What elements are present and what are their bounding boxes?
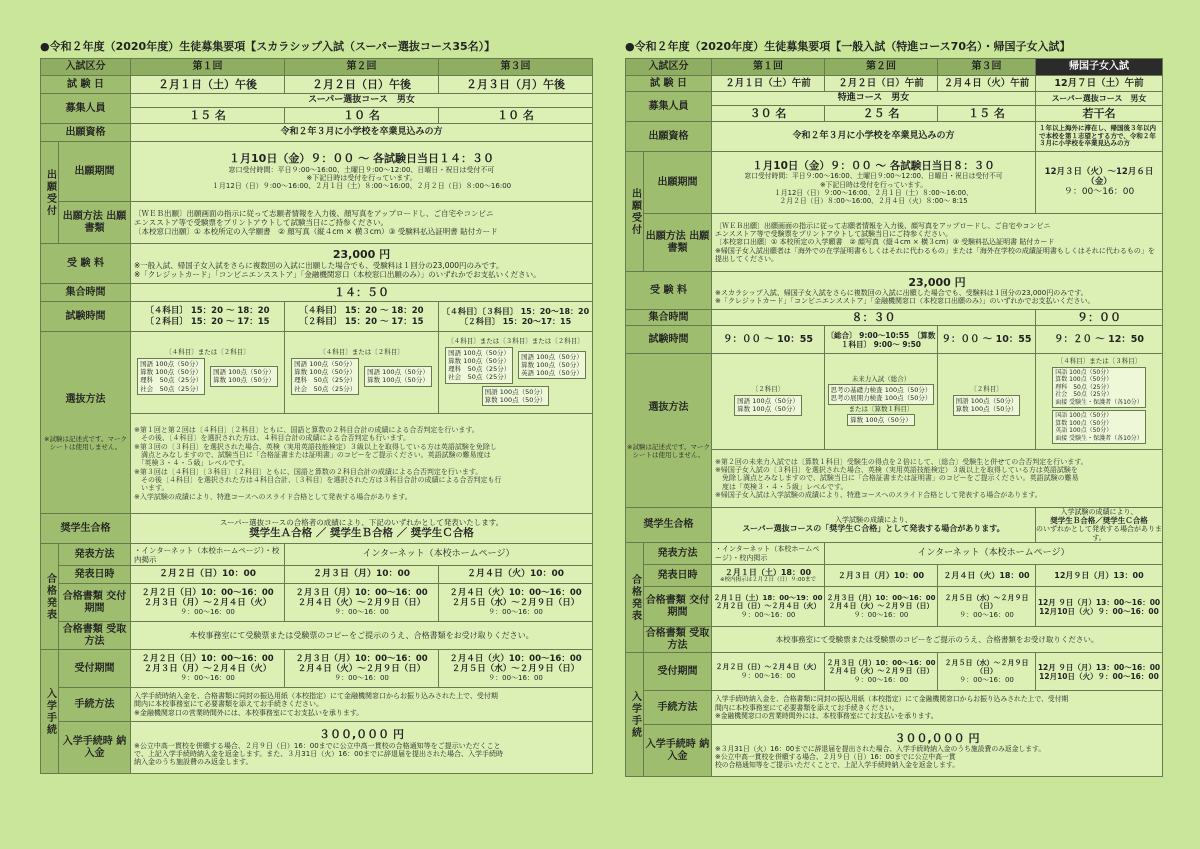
qual-label: 出願資格 xyxy=(626,122,712,152)
subject: 国語 100点（50分） xyxy=(448,349,510,358)
period-label: 出願期間 xyxy=(59,142,131,202)
scholar-kikoku: 入学試験の成績により、 xyxy=(1060,508,1138,516)
recruit-course: スーパー選抜コース 男女 xyxy=(131,94,593,108)
recruit-num: ２５ 名 xyxy=(825,106,938,122)
proc-label: 手続方法 xyxy=(59,688,131,722)
select-note-line: 免除し満点とみなしますので、試験当日に「合格証書または証明書」のコピーをご提示ください。英語試験の難易 xyxy=(715,474,1079,483)
select-head: 〔４科目〕または〔２科目〕 xyxy=(319,348,404,357)
recruit-num: １５ 名 xyxy=(131,108,285,124)
exam-time: 〔２科目〕 15：20 ～ 17：15 xyxy=(145,316,270,327)
doc-period: ９：00～16：00 xyxy=(488,608,543,617)
left-title: ●令和２年度（2020年度）生徒募集要項【スカラシップ入試（スーパー選抜コース35名）】 xyxy=(40,40,496,53)
doc-method-label: 合格書類 受取方法 xyxy=(59,622,131,650)
period-note: ２月２日（日）８:00～16:00、２月４日（火）８:00～ 8:15 xyxy=(779,196,968,205)
accept-period: ９：00～16：00 xyxy=(959,675,1014,684)
exam-day: ２月１日（土）午後 xyxy=(131,76,285,94)
time-label: 試験時間 xyxy=(626,326,712,354)
select-note-line: ※第１回と第２回は〔４科目〕〔２科目〕ともに、国語と算数の２科目合計の成績による合否判定を行います。 xyxy=(134,425,479,434)
exam-day: ２月２日（日）午前 xyxy=(825,76,938,92)
accept-label: 受付期間 xyxy=(644,653,712,691)
select-note-line: ※帰国子女入試は入学試験の成績により、特進コースへのスライド合格として発表する場合があります。 xyxy=(715,491,1042,500)
pay-label: 入学手続時 納入金 xyxy=(59,722,131,774)
qual-text: 令和２年３月に小学校を卒業見込みの方 xyxy=(712,122,1036,152)
subject: 思考の展開力検査 100点（50分） xyxy=(830,394,932,403)
doc-period: ２月５日（水）～２月９日（日） xyxy=(451,598,580,609)
subject: 算数 100点（50分） xyxy=(1055,376,1113,384)
select-head: または〔算数１科目〕 xyxy=(848,404,914,413)
doc-method-label: 合格書類 受取方法 xyxy=(644,627,712,653)
pay-note: ※公立中高一貫校を併願する場合、２月９日（日）16：00までに公立中高一貫 xyxy=(715,753,956,762)
select-label: 選抜方法 xyxy=(648,401,689,413)
announce-date: ２月４日（火）10：00 xyxy=(439,566,593,584)
period-label: 出願期間 xyxy=(644,152,712,214)
exam-time: 〔総合〕 9:00～10:55 〔算数１科目〕 9:00～ 9:50 xyxy=(825,326,938,354)
exam-time: 〔４科目〕 15：20 ～ 18：20 xyxy=(145,306,270,317)
subject: 社会 50点（25分） xyxy=(140,384,203,393)
method-note: エンスストア等で受験票をプリントアウトして試験当日にご持参ください。 xyxy=(134,218,389,227)
scholar-kikoku: のいずれかとして発表する場合があります。 xyxy=(1036,525,1162,542)
select-head: 〔２科目〕 xyxy=(970,385,1003,394)
header-cell: 第１回 xyxy=(712,59,825,76)
pay-note: で、上記入学手続時納入金を返金します。また、３月31日（火）16：00までに辞退届を提出された場合、入学手続時 xyxy=(134,749,504,758)
subject-box-2 xyxy=(210,366,278,386)
subject-box-math1 xyxy=(847,414,915,426)
subject: 理科 50点（25分） xyxy=(448,365,511,374)
method-label: 出願方法 出願書類 xyxy=(644,214,712,272)
recruit-label: 募集人員 xyxy=(626,92,712,122)
method-note: 〔ＷＥＢ出願〕出願画面の指示に従って志願者情報を入力後、顔写真をアップロードし、ご自宅やコンビニ xyxy=(134,209,494,218)
subject: 理科 50点（25分） xyxy=(294,376,357,385)
method-note: エンスストア等で受験票をプリントアウトして試験当日にご持参ください。 xyxy=(715,229,953,238)
doc-period: ２月３日（月）10：00～16：00 xyxy=(295,588,428,599)
period-note: ※下記日時は受付を行っています。 xyxy=(306,173,417,182)
doc-period: 12月10日（火）９：00～16：00 xyxy=(1039,606,1159,616)
proc-label: 手続方法 xyxy=(644,691,712,725)
subject: 国語 100点（50分） xyxy=(367,368,429,377)
accept-period: ２月２日（日）10：00～16：00 xyxy=(141,654,274,665)
exam-time: ９：００ ～ 10：55 xyxy=(712,326,825,354)
subject-box-2 xyxy=(364,366,432,386)
subject: 国語 100点（50分） xyxy=(1055,368,1113,376)
doc-period: 12月 ９日（月）13：00～16：00 xyxy=(1037,597,1161,607)
doc-period-label: 合格書類 交付期間 xyxy=(59,584,131,622)
apply-group-label: 出願受付 xyxy=(626,152,644,272)
fee-note: ※「クレジットカード」「コンビニエンスストア」「金融機関窓口（本校窓口出願のみ）」のいずれかでお支払いください。 xyxy=(715,297,1095,306)
doc-period-label: 合格書類 交付期間 xyxy=(644,587,712,627)
exam-time: 〔４科目〕〔３科目〕 15：20～18：20 xyxy=(441,306,590,316)
announce-date-label: 発表日時 xyxy=(59,566,131,584)
subject-box-3 xyxy=(518,351,586,379)
subject: 英語 100点（50分） xyxy=(521,369,583,378)
doc-period: ９：00～16：00 xyxy=(959,610,1014,619)
select-note-line: 度は「英検３・４・５級」レベルです。 xyxy=(715,482,848,491)
recruit-course: 特進コース 男女 xyxy=(712,92,1036,106)
exam-day: 12月７日（土）午前 xyxy=(1036,76,1163,92)
doc-period: ２月４日（火）10：00～16：00 xyxy=(449,588,582,599)
announce-date-label: 発表日時 xyxy=(644,565,712,587)
doc-period: ９：00～16：00 xyxy=(334,608,389,617)
pay-amount: ３００,０００ 円 xyxy=(318,728,404,742)
proc-note: 入学手続時納入金を、合格書類に同封の振込用紙（本校指定）にて金融機関窓口からお振り込みされた上で、受付期 xyxy=(715,695,1069,704)
accept-period: ９：00～16：00 xyxy=(853,675,909,684)
doc-period: ９：00～16：00 xyxy=(180,608,235,617)
select-note: ※試験は記述式です。マークシートは使用しません。 xyxy=(627,442,710,459)
gather-kikoku: ９：００ xyxy=(1036,310,1163,326)
select-note-line: います。 xyxy=(134,484,169,493)
qual-label: 出願資格 xyxy=(41,124,131,142)
subject-box-3 xyxy=(1052,410,1146,444)
subject: 国語 100点（50分） xyxy=(484,387,547,396)
recruit-num: １０ 名 xyxy=(439,108,593,124)
fee-amount: 23,000 円 xyxy=(332,247,391,261)
select-head: 〔４科目〕または〔２科目〕 xyxy=(165,348,250,357)
select-note-line: 満点とみなしますので、試験当日に「合格証書または証明書」のコピーをご提示ください。英語試験の難易度は xyxy=(134,450,491,459)
select-label: 選抜方法 xyxy=(65,393,106,405)
method-note: 〔本校窓口出願〕① 本校所定の入学願書 ② 顔写真（縦４cm × 横３cm）③ 受験料払込証明書 貼付カード xyxy=(134,227,498,236)
period-note: １月12日（日）９:00～16:00、２月１日（土）８:00～16:00、 xyxy=(774,188,973,197)
announce-method: ・インターネット（本校ホームページ）・校内掲示 xyxy=(712,543,825,565)
header-cell: 第１回 xyxy=(131,59,285,76)
announce-date: ２月３日（月）10：00 xyxy=(285,566,439,584)
select-head: 未来力入試（総合） xyxy=(851,374,911,383)
exam-day: ２月３日（月）午後 xyxy=(439,76,593,94)
subject-box-2 xyxy=(953,395,1021,415)
proc-note: ※金融機関窓口の営業時間外には、本校事務室にてお支払いを承ります。 xyxy=(134,708,364,717)
subject: 理科 50点（25分） xyxy=(1055,383,1113,391)
pay-label: 入学手続時 納入金 xyxy=(644,725,712,777)
pass-group-label: 合格発表 xyxy=(41,544,59,650)
pay-amount: ３００,０００ 円 xyxy=(894,731,980,745)
doc-method: 本校事務室にて受験票または受験票のコピーをご提示のうえ、合格書類をお受け取りください。 xyxy=(131,622,593,650)
doc-method: 本校事務室にて受験票または受験票のコピーをご提示のうえ、合格書類をお受け取りください。 xyxy=(712,627,1163,653)
qual-text: 令和２年３月に小学校を卒業見込みの方 xyxy=(131,124,593,142)
accept-label: 受付期間 xyxy=(59,650,131,688)
select-note-line: ※第２回の未来力入試では〔算数１科目〕受験生の得点を２倍にして、〔総合〕受験生と併せての合否判定を行います。 xyxy=(715,457,1088,466)
subject: 思考の基礎力検査 100点（50分） xyxy=(830,386,932,395)
method-note: ※帰国子女入試出願者は「海外での在学証明書もしくはそれに代わるもの」または「海外在学校の成績証明書もしくはそれに代わるもの」を提出してください。 xyxy=(715,246,1155,264)
pay-note: ※３月31日（火）16：00までに辞退届を提出された場合、入学手続時納入金のうち施設費のみ返金します。 xyxy=(715,745,1046,754)
time-label: 試験時間 xyxy=(41,302,131,332)
doc-period: ２月３日（月）10：00～16：00 xyxy=(826,594,936,603)
scholar-note: スーパー選抜コースの合格者の成績により、下記のいずれかとして発表いたします。 xyxy=(219,517,504,527)
right-title: ●令和２年度（2020年度）生徒募集要項【一般入試（特進コース70名）・帰国子女入試】 xyxy=(625,40,1071,53)
subject: 国語 100点（50分） xyxy=(1055,412,1113,420)
subject: 国語 100点（50分） xyxy=(521,353,583,362)
announce-note: ※校内掲示は２月２日（日）９:00まで xyxy=(720,577,816,584)
subject: 算数 100点（50分） xyxy=(213,376,275,385)
exam-day: ２月２日（日）午後 xyxy=(285,76,439,94)
accept-period: ２月４日（火）～２月９日（日） xyxy=(297,664,426,675)
fee-amount: 23,000 円 xyxy=(908,275,966,289)
announce-date: ２月１日（土）18：00 xyxy=(724,567,812,577)
select-note-line: ※帰国子女入試の〔３科目〕を選択された場合、英検（実用英語技能検定）３級以上を取得している方は英語試験を xyxy=(715,465,1078,474)
period-note: ※下記日時は受付を行っています。 xyxy=(819,180,928,189)
gather-time: ８：３０ xyxy=(712,310,1036,326)
pay-note: 納入金のうち施設費のみ返金します。 xyxy=(134,758,253,767)
period-kikoku-time: ９：00～16：00 xyxy=(1063,187,1135,198)
method-note: 〔ＷＥＢ出願〕出願画面の指示に従って志願者情報を入力後、顔写真をアップロードし、ご自宅やコンビニ xyxy=(715,221,1051,230)
header-cell: 入試区分 xyxy=(41,59,131,76)
accept-period: ２月５日（水）～２月９日（日） xyxy=(944,659,1029,676)
select-head: 〔４科目〕または〔３科目〕 xyxy=(1056,356,1142,365)
select-head: 〔２科目〕 xyxy=(751,385,785,394)
accept-period: ２月４日（火）10：00～16：00 xyxy=(449,654,582,665)
recruit-kikoku: 若干名 xyxy=(1036,106,1163,122)
accept-period: ２月３日（月）10：00～16：00 xyxy=(295,654,428,665)
fee-note: ※一般入試、帰国子女入試をさらに複数回の入試に出願した場合でも、受験料は１回分の23,000円のみです。 xyxy=(134,261,504,271)
header-cell: 入試区分 xyxy=(626,59,712,76)
subject: 社会 50点（25分） xyxy=(448,373,511,382)
recruit-label: 募集人員 xyxy=(41,94,131,124)
subject-box-sogo xyxy=(828,384,935,404)
pass-group-label: 合格発表 xyxy=(626,543,644,653)
subject: 国語 100点（50分） xyxy=(140,360,202,369)
subject-box-4 xyxy=(1052,367,1146,409)
subject: 算数 100点（50分） xyxy=(1055,419,1113,427)
doc-period: ９：00～16：00 xyxy=(740,610,796,619)
fee-note: ※「クレジットカード」「コンビニエンスストア」「金融機関窓口（本校窓口出願のみ）」のいずれかでお支払いください。 xyxy=(134,270,541,280)
period-main: １月10日（金）９：００ ～ 各試験日当日１４：３０ xyxy=(229,152,494,166)
subject: 面接 受験生・保護者（各10分） xyxy=(1055,398,1143,406)
period-kikoku: 12月３日（火）～12月６日（金） xyxy=(1044,166,1154,188)
announce-method: ・インターネット（本校ホームページ）・校内掲示 xyxy=(131,544,285,566)
doc-period: ９：00～16：00 xyxy=(853,610,909,619)
scholar-types: 奨学生Ａ合格 ／ 奨学生Ｂ合格 ／ 奨学生Ｃ合格 xyxy=(249,526,474,539)
subject: 算数 100点（50分） xyxy=(850,416,912,425)
exam-time: ９：００ ～ 10：55 xyxy=(938,326,1036,354)
subject: 算数 100点（50分） xyxy=(367,376,429,385)
accept-period: ２月３日（月）～２月４日（火） xyxy=(143,664,272,675)
exam-time: ９：２０ ～ 12：50 xyxy=(1036,326,1163,354)
proc-note: ※金融機関窓口の営業時間外には、本校事務室にてお支払いを承ります。 xyxy=(715,711,938,720)
scholar-label: 奨学生合格 xyxy=(41,514,131,544)
subject: 英語 100点（50分） xyxy=(1055,427,1113,435)
announce-method-label: 発表方法 xyxy=(59,544,131,566)
doc-period: ２月４日（火）～２月９日（日） xyxy=(828,602,934,611)
announce-date: ２月４日（火）18：00 xyxy=(938,565,1036,587)
doc-period: ２月５日（水）～２月９日（日） xyxy=(944,594,1029,611)
select-note-line: ※第３回の〔３科目〕を選択された場合、英検（実用英語技能検定）３級以上を取得している方は英語試験を免除し xyxy=(134,442,497,451)
announce-date: ２月３日（月）10：00 xyxy=(825,565,938,587)
accept-period: ９：00～16：00 xyxy=(180,674,235,683)
select-note-line: 「英検３・４・５級」レベルです。 xyxy=(134,459,249,468)
proc-note: 入学手続時納入金を、合格書類に同封の振込用紙（本校指定）にて金融機関窓口からお振り込みされた上で、受付期 xyxy=(134,691,498,700)
accept-period: ２月５日（水）～２月９日（日） xyxy=(451,664,580,675)
period-note: 窓口受付時間：平日９:00～16:00、土曜日９:00～12:00、日曜日・祝日は受付不可 xyxy=(228,165,495,174)
doc-period: ２月２日（日）10：00～16：00 xyxy=(141,588,274,599)
period-note: １月12日（日）９:00～16:00、２月１日（土）８:00～16:00、２月２日（日）８:00～16:00 xyxy=(211,182,512,191)
exam-time: 〔２科目〕 15：20～17：15 xyxy=(459,316,572,326)
fee-label: 受 験 料 xyxy=(626,272,712,310)
right-table xyxy=(625,58,1163,777)
subject: 社会 50点（25分） xyxy=(1055,391,1113,399)
scholar-types: スーパー選抜コースの「奨学生Ｃ合格」として発表する場合があります。 xyxy=(742,524,1005,534)
subject: 社会 50点（25分） xyxy=(294,384,357,393)
period-main: １月10日（金）９：００ ～ 各試験日当日８：３０ xyxy=(752,159,995,172)
accept-period: ２月４日（火）～２月９日（日） xyxy=(828,667,934,676)
pay-note: 校の合格通知等をご提示いただくことで、上記入学手続時納入金を返金します。 xyxy=(715,761,960,770)
announce-method-label: 発表方法 xyxy=(644,543,712,565)
qual-kikoku: １年以上海外に滞在し、帰国後３年以内で本校を第１志望とする方で、令和２年３月に小学校を卒業見込みの方 xyxy=(1036,122,1163,152)
accept-period: ２月２日（日）～２月４日（火） xyxy=(715,663,821,672)
announce-method: インターネット（本校ホームページ） xyxy=(285,544,593,566)
exam-day-label: 試 験 日 xyxy=(626,76,712,92)
recruit-num: ３０ 名 xyxy=(712,106,825,122)
fee-label: 受 験 料 xyxy=(41,244,131,284)
scholar-kikoku: 奨学生Ｂ合格／奨学生Ｃ合格 xyxy=(1050,516,1148,526)
select-head: 〔４科目〕または〔３科目〕または〔２科目〕 xyxy=(447,337,584,346)
subject-box-4 xyxy=(291,358,359,395)
pay-note: ※公立中高一貫校を併願する場合、２月９日（日）16：00までに公立中高一貫校の合格通知等をご提示いただくこと xyxy=(134,741,501,750)
exam-time: 〔２科目〕 15：20 ～ 17：15 xyxy=(299,316,424,327)
subject: 面接 受験生・保護者（各10分） xyxy=(1055,434,1143,442)
subject: 国語 100点（50分） xyxy=(213,368,275,377)
doc-period: ２月４日（火）～２月９日（日） xyxy=(297,598,426,609)
subject: 国語 100点（50分） xyxy=(955,397,1018,406)
accept-period: ９：00～16：00 xyxy=(334,674,389,683)
scholar-label: 奨学生合格 xyxy=(626,508,712,543)
exam-day-label: 試 験 日 xyxy=(41,76,131,94)
accept-period: ９：00～16：00 xyxy=(488,674,543,683)
method-note: 〔本校窓口出願〕① 本校所定の入学願書 ② 顔写真（縦４cm × 横３cm）③ 受験料払込証明書 貼付カード xyxy=(715,238,1055,247)
doc-period: ２月２日（日）～２月４日（火） xyxy=(715,602,821,611)
fee-note: ※スカラシップ入試、帰国子女入試をさらに複数回の入試に出願した場合でも、受験料は１回分の23,000円のみです。 xyxy=(715,288,1088,297)
subject: 算数 100点（50分） xyxy=(737,405,799,414)
select-note-line: ※第３回は〔４科目〕〔３科目〕〔２科目〕ともに、国語と算数の２科目合計の成績による合否判定を行います。 xyxy=(134,467,483,476)
recruit-num: １５ 名 xyxy=(938,106,1036,122)
subject-box-4 xyxy=(137,358,205,395)
doc-period: ２月３日（月）～２月４日（火） xyxy=(143,598,272,609)
header-cell: 第２回 xyxy=(285,59,439,76)
proc-note: 間内に本校事務室にて必要書類を添えてお手続きください。 xyxy=(134,700,323,709)
header-cell: 第３回 xyxy=(439,59,593,76)
header-cell: 帰国子女入試 xyxy=(1036,59,1163,76)
accept-period: ２月３日（月）10：00～16：00 xyxy=(826,659,936,668)
accept-period: ９：00～16：00 xyxy=(740,671,796,680)
gather-label: 集合時間 xyxy=(626,310,712,326)
header-cell: 第２回 xyxy=(825,59,938,76)
gather-time: １４：５０ xyxy=(131,284,593,302)
doc-period: ２月１日（土）18：00～19：00 xyxy=(713,594,823,603)
subject: 算数 100点（50分） xyxy=(955,405,1018,414)
header-cell: 第３回 xyxy=(938,59,1036,76)
subject-box-2 xyxy=(734,395,802,415)
exam-time: 〔４科目〕 15：20 ～ 18：20 xyxy=(299,306,424,317)
accept-period: 12月10日（火）９：00～16：00 xyxy=(1039,671,1159,681)
announce-method: インターネット（本校ホームページ） xyxy=(825,543,1163,565)
exam-day: ２月１日（土）午前 xyxy=(712,76,825,92)
method-label: 出願方法 出願書類 xyxy=(59,202,131,244)
left-table xyxy=(40,58,593,774)
subject: 算数 100点（50分） xyxy=(484,395,547,404)
subject-box-4 xyxy=(445,347,513,384)
subject: 理科 50点（25分） xyxy=(140,376,203,385)
recruit-num: １０ 名 xyxy=(285,108,439,124)
subject: 算数 100点（50分） xyxy=(294,368,356,377)
proc-note: 間内に本校事務室にて必要書類を添えてお手続きください。 xyxy=(715,703,899,712)
scholar-note: 入学試験の成績により、 xyxy=(835,516,912,525)
gather-label: 集合時間 xyxy=(41,284,131,302)
enroll-group-label: 入学手続 xyxy=(41,650,59,774)
announce-date: ２月２日（日）10：00 xyxy=(131,566,285,584)
select-note: ※試験は記述式です。マークシートは使用しません。 xyxy=(44,434,127,451)
subject: 算数 100点（50分） xyxy=(448,357,510,366)
subject: 国語 100点（50分） xyxy=(294,360,356,369)
subject: 算数 100点（50分） xyxy=(140,368,202,377)
enroll-group-label: 入学手続 xyxy=(626,653,644,777)
announce-date: 12月９日（月）13：00 xyxy=(1036,565,1163,587)
select-note-line: ※入学試験の成績により、特進コースへのスライド合格として発表する場合があります。 xyxy=(134,492,412,501)
subject-box-2 xyxy=(482,386,550,406)
recruit-kikoku-course: スーパー選抜コース 男女 xyxy=(1036,92,1163,106)
exam-day: ２月４日（火）午前 xyxy=(938,76,1036,92)
apply-group-label: 出願受付 xyxy=(41,142,59,244)
period-note: 窓口受付時間：平日９:00～16:00、土曜日９:00～12:00、日曜日・祝日は受付不可 xyxy=(744,172,1003,181)
select-note-line: その後、〔４科目〕を選択された方は、４科目合計の成績による合否判定も行います。 xyxy=(134,434,410,443)
subject: 算数 100点（50分） xyxy=(521,361,583,370)
subject: 国語 100点（50分） xyxy=(737,397,799,406)
accept-period: 12月 ９日（月）13：00～16：00 xyxy=(1037,662,1161,672)
select-note-line: その後〔４科目〕を選択された方は４科目合計、〔３科目〕を選択された方は３科目合計の成績による合否判定も行 xyxy=(134,476,502,485)
